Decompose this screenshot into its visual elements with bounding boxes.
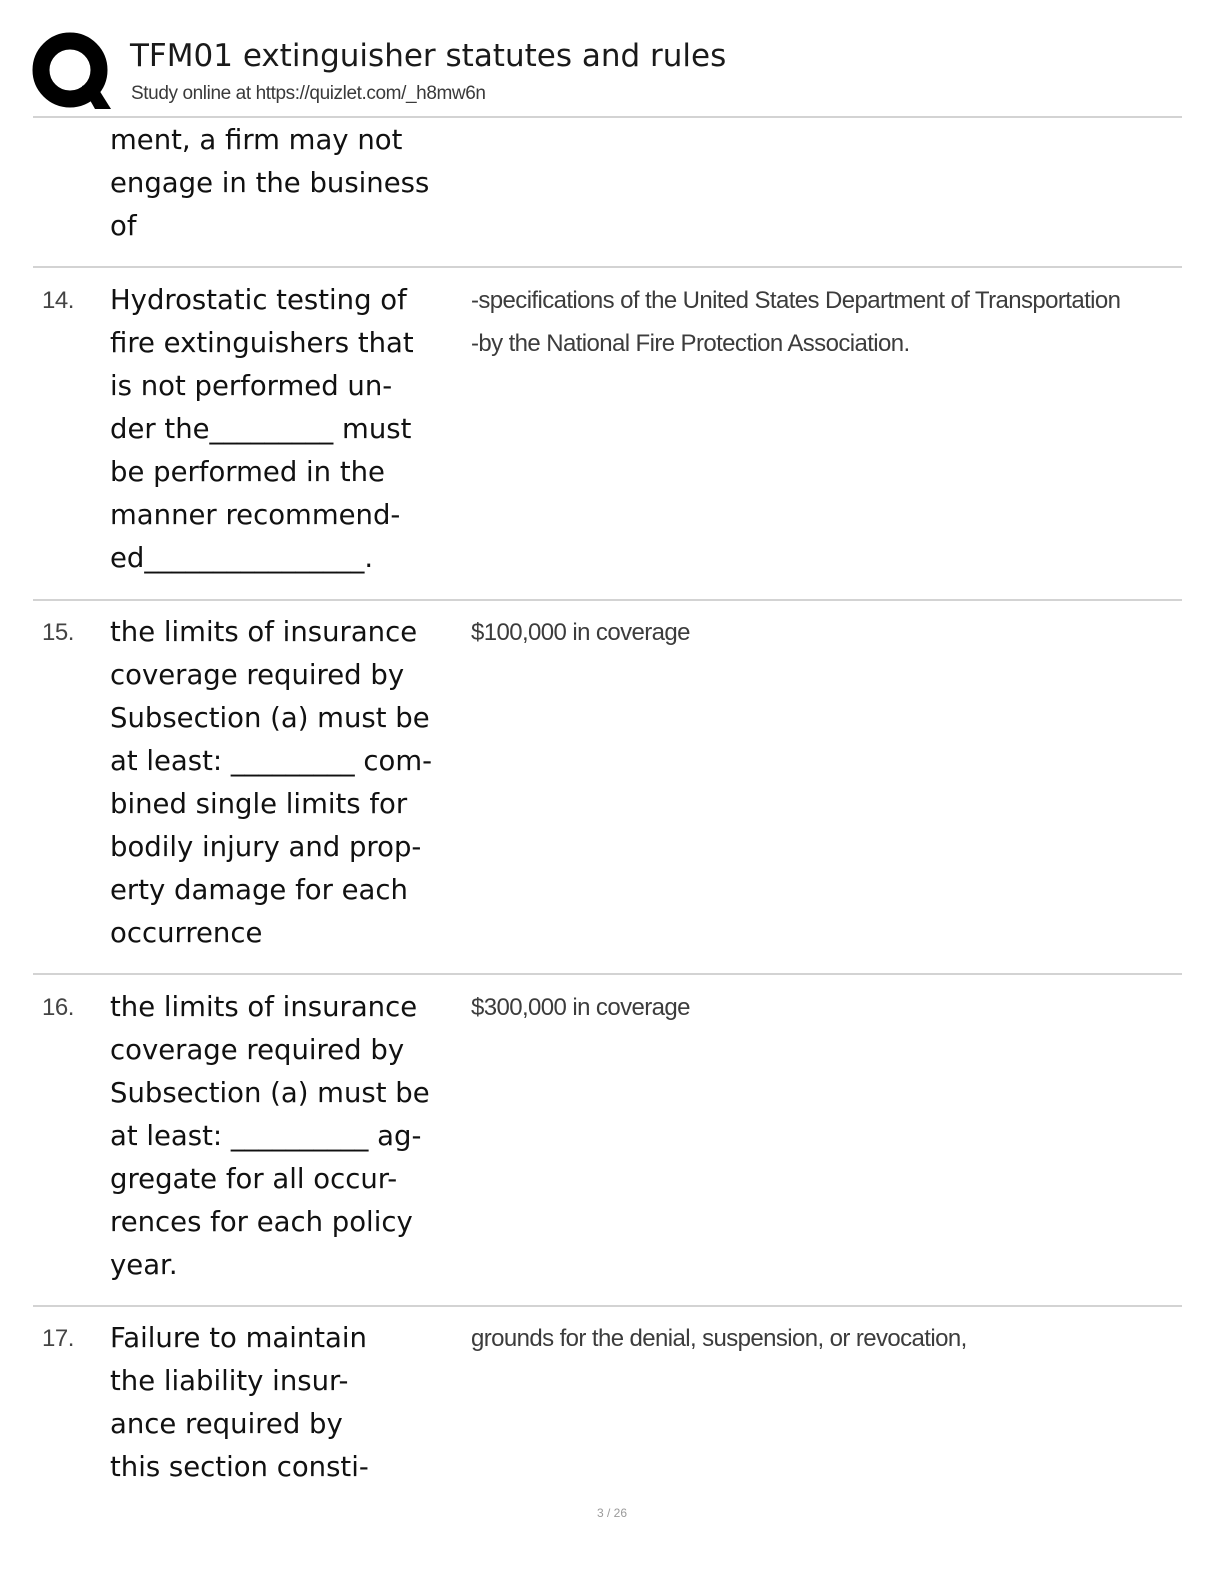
term-line: Hydrostatic testing of — [110, 284, 407, 316]
term-line: the limits of insurance — [110, 616, 418, 648]
card-divider — [33, 1305, 1182, 1307]
card-number: 15. — [42, 619, 74, 646]
term-line: engage in the business — [110, 167, 430, 199]
term-line: bined single limits for — [110, 788, 408, 820]
term-line: manner recommend- — [110, 499, 401, 531]
definition-line: $300,000 in coverage — [471, 994, 690, 1021]
term-line: at least: __________ ag- — [110, 1120, 422, 1152]
term-line: ed________________. — [110, 542, 374, 574]
term-line: ment, a firm may not — [110, 124, 403, 156]
term-line: the limits of insurance — [110, 991, 418, 1023]
term-line: coverage required by — [110, 1034, 405, 1066]
card-definition — [471, 611, 1161, 654]
card-number: 16. — [42, 994, 74, 1021]
card-term — [110, 279, 470, 580]
term-line: Subsection (a) must be — [110, 702, 430, 734]
set-title: TFM01 extinguisher statutes and rules — [130, 38, 727, 74]
term-line: the liability insur- — [110, 1365, 349, 1397]
term-line: is not performed un- — [110, 370, 393, 402]
card-divider — [33, 266, 1182, 268]
term-line: year. — [110, 1249, 178, 1281]
page-indicator: 3 / 26 — [596, 1506, 628, 1520]
card-term — [110, 611, 470, 955]
term-line: this section consti- — [110, 1451, 369, 1483]
continued-term-text — [110, 119, 470, 248]
quizlet-q-logo-icon — [32, 32, 112, 112]
term-line: der the_________ must — [110, 413, 412, 445]
term-line: erty damage for each — [110, 874, 408, 906]
term-line: ance required by — [110, 1408, 343, 1440]
term-line: fire extinguishers that — [110, 327, 414, 359]
page-header — [32, 30, 1182, 116]
term-line: occurrence — [110, 917, 263, 949]
term-line: gregate for all occur- — [110, 1163, 398, 1195]
definition-line: -by the National Fire Protection Association. — [471, 330, 910, 357]
definition-line: -specifications of the United States Department of Transportation — [471, 287, 1121, 314]
term-line: at least: _________ com- — [110, 745, 433, 777]
card-definition — [471, 279, 1161, 365]
card-definition — [471, 1317, 1161, 1360]
term-line: of — [110, 210, 137, 242]
card-term — [110, 1317, 470, 1489]
card-divider — [33, 599, 1182, 601]
term-line: rences for each policy — [110, 1206, 413, 1238]
definition-line: $100,000 in coverage — [471, 619, 690, 646]
term-line: Subsection (a) must be — [110, 1077, 430, 1109]
header-divider — [33, 116, 1182, 118]
term-line: bodily injury and prop- — [110, 831, 422, 863]
card-number: 14. — [42, 287, 74, 314]
card-number: 17. — [42, 1325, 74, 1352]
card-term — [110, 986, 470, 1287]
term-line: Failure to maintain — [110, 1322, 367, 1354]
term-line: be performed in the — [110, 456, 385, 488]
term-line: coverage required by — [110, 659, 405, 691]
definition-line: grounds for the denial, suspension, or revocation, — [471, 1325, 967, 1352]
card-definition — [471, 986, 1161, 1029]
card-divider — [33, 973, 1182, 975]
study-online-link[interactable]: Study online at https://quizlet.com/_h8mw6n — [131, 83, 486, 104]
